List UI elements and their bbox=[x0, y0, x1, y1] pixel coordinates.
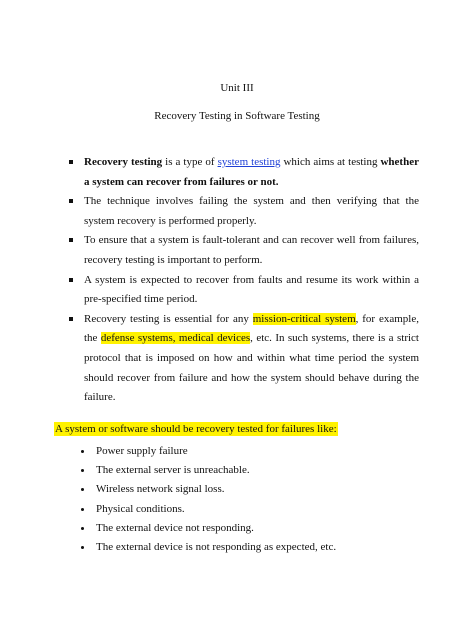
text-run: which aims at testing bbox=[280, 156, 381, 168]
list-item bbox=[79, 461, 399, 480]
definition-bullet-list bbox=[67, 153, 419, 408]
unit-label: Unit III bbox=[220, 82, 254, 94]
failures-list bbox=[79, 442, 399, 557]
bullet-text: A system is expected to recover from faults and resume its work within a pre-specified time period. bbox=[84, 273, 419, 306]
bullet-text: The technique involves failing the system and then verifying that the system recovery is performed properly. bbox=[84, 195, 419, 227]
failures-heading bbox=[54, 421, 338, 437]
bullet-item bbox=[67, 231, 419, 270]
highlighted-heading-text: A system or software should be recovery tested for failures like: bbox=[55, 423, 337, 435]
highlighted-text: defense systems, medical devices bbox=[100, 332, 251, 345]
list-item-text: Wireless network signal loss. bbox=[96, 483, 225, 496]
list-item-text: Physical conditions. bbox=[96, 502, 185, 515]
bold-text-run: whether a system can recover from failures or not. bbox=[84, 156, 419, 188]
term-recovery-testing: Recovery testing bbox=[84, 156, 163, 168]
dot-bullet-icon bbox=[81, 488, 84, 491]
square-bullet-icon bbox=[69, 317, 73, 321]
text-run: Recovery testing is essential for any bbox=[84, 312, 253, 325]
list-item bbox=[79, 538, 399, 557]
system-testing-link[interactable]: system testing bbox=[217, 156, 281, 168]
square-bullet-icon bbox=[69, 278, 73, 282]
page-title: Recovery Testing in Software Testing bbox=[154, 110, 320, 122]
list-item bbox=[79, 500, 399, 519]
bullet-item bbox=[67, 310, 419, 408]
bullet-item bbox=[67, 192, 419, 231]
list-item bbox=[79, 480, 399, 499]
dot-bullet-icon bbox=[81, 469, 84, 472]
bullet-item bbox=[67, 271, 419, 310]
dot-bullet-icon bbox=[81, 508, 84, 511]
text-run: , etc. In such systems, there is a strict protocol that is imposed on how and within what time period the system should recover from failure and how the system should behave during the failure. bbox=[84, 332, 419, 404]
list-item bbox=[79, 519, 399, 538]
list-item-text: The external device not responding. bbox=[96, 521, 254, 534]
list-item bbox=[79, 442, 399, 461]
square-bullet-icon bbox=[69, 199, 73, 203]
square-bullet-icon bbox=[69, 238, 73, 242]
list-item-text: Power supply failure bbox=[96, 445, 188, 457]
square-bullet-icon bbox=[69, 160, 73, 164]
list-item-text: The external device is not responding as expected, etc. bbox=[96, 541, 337, 554]
bullet-item bbox=[67, 153, 419, 192]
dot-bullet-icon bbox=[81, 527, 84, 530]
dot-bullet-icon bbox=[81, 450, 84, 453]
dot-bullet-icon bbox=[81, 546, 84, 549]
bullet-text: To ensure that a system is fault-tolerant and can recover well from failures, recovery testing is important to perform. bbox=[84, 234, 419, 266]
text-run: , for example, the bbox=[84, 312, 419, 345]
list-item-text: The external server is unreachable. bbox=[96, 464, 250, 477]
highlighted-text: mission-critical system bbox=[252, 312, 356, 325]
text-run: is a type of bbox=[162, 156, 218, 168]
